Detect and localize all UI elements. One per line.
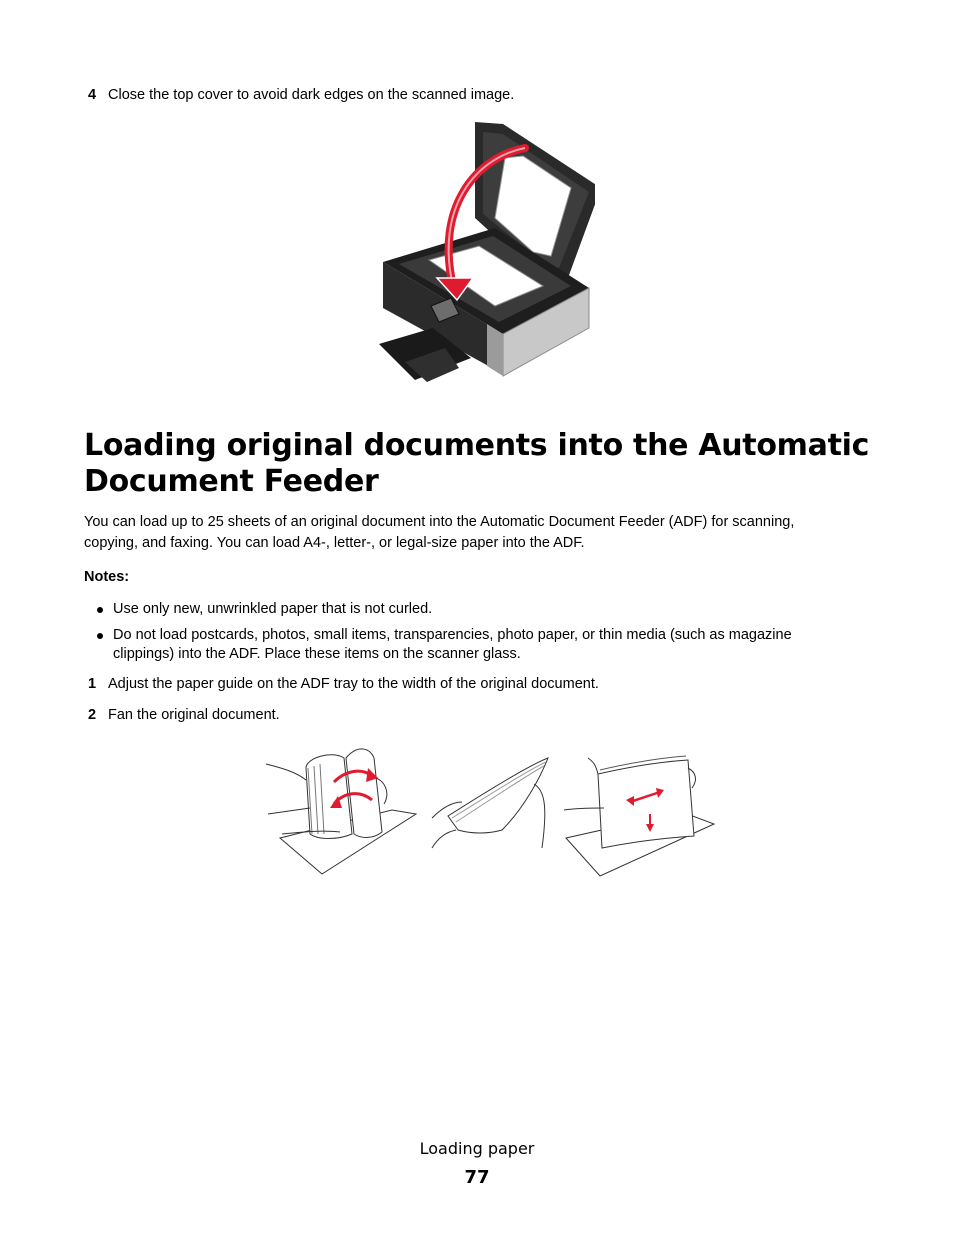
straighten-edges-drawing (564, 756, 714, 876)
step-text: Adjust the paper guide on the ADF tray to the width of the original document. (108, 676, 599, 692)
section-heading (84, 428, 884, 500)
note-item (94, 600, 874, 620)
bullet-icon (97, 633, 103, 639)
intro-paragraph (84, 512, 874, 553)
intro-line-1: You can load up to 25 sheets of an original document into the Automatic Document Feeder (ADF) for scanning, (84, 514, 795, 530)
step-1 (88, 675, 599, 694)
bullet-icon (97, 607, 103, 613)
printer-closing-cover-illustration (375, 118, 595, 390)
notes-list (94, 600, 874, 671)
footer-section-title: Loading paper (419, 1139, 535, 1158)
heading-line-2: Document Feeder (84, 464, 379, 499)
step-text: Close the top cover to avoid dark edges on the scanned image. (108, 87, 515, 103)
step-2 (88, 706, 280, 725)
note-text: Use only new, unwrinkled paper that is not curled. (113, 601, 433, 617)
note-text: Do not load postcards, photos, small items, transparencies, photo paper, or thin media (such as magazine (113, 626, 792, 643)
flex-stack-drawing (266, 749, 416, 874)
step-number: 1 (88, 676, 97, 692)
fan-paper-illustration (262, 738, 718, 878)
page-number: 77 (464, 1167, 490, 1188)
fan-sheets-drawing (432, 758, 548, 848)
step-number: 2 (88, 707, 97, 723)
heading-line-1: Loading original documents into the Automatic (84, 428, 870, 463)
step-4 (88, 86, 514, 105)
note-item (94, 626, 874, 665)
step-text: Fan the original document. (108, 707, 280, 723)
step-number: 4 (88, 87, 97, 103)
note-text-continued: clippings) into the ADF. Place these items on the scanner glass. (113, 646, 521, 662)
notes-label: Notes: (84, 569, 130, 585)
intro-line-2: copying, and faxing. You can load A4-, letter-, or legal-size paper into the ADF. (84, 534, 585, 551)
